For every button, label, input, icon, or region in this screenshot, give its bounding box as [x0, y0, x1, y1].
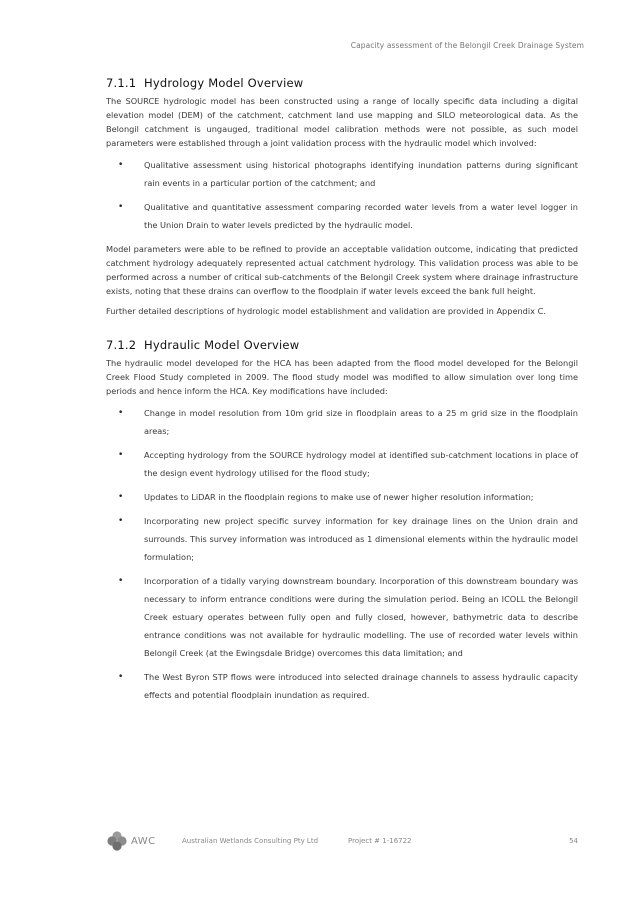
list-item: • Updates to LiDAR in the floodplain regions to make use of newer higher resolution information;: [106, 488, 578, 506]
project-number: Project # 1-16722: [348, 837, 412, 845]
paragraph: The hydraulic model developed for the HCA has been adapted from the flood model developed for the Belongil Creek Flood Study completed in 2009. The flood study model was modified to allow simulation over long time periods and hence inform the HCA. Key modifications have included:: [106, 358, 578, 396]
section-title: Hydrology Model Overview: [144, 76, 304, 90]
section-title: Hydraulic Model Overview: [144, 338, 300, 352]
paragraph: The SOURCE hydrologic model has been constructed using a range of locally specific data including a digital elevation model (DEM) of the catchment, catchment land use mapping and SILO meteorological data. As the Belongil catchment is ungauged, traditional model calibration methods were not possible, as such model parameters were established through a joint validation process with the hydraulic model which involved:: [106, 96, 578, 148]
section-heading-hydrology: [106, 76, 578, 90]
bullet-list: [106, 404, 578, 704]
bullet-icon: •: [118, 492, 124, 502]
logo-text: AWC: [131, 835, 156, 847]
bullet-icon: •: [118, 202, 124, 212]
section-number: 7.1.1: [106, 76, 137, 90]
list-item: • Change in model resolution from 10m grid size in floodplain areas to a 25 m grid size in the floodplain areas;: [106, 404, 578, 440]
bullet-icon: •: [118, 160, 124, 170]
list-item: • The West Byron STP flows were introduced into selected drainage channels to assess hydraulic capacity effects and potential floodplain inundation as required.: [106, 668, 578, 704]
bullet-icon: •: [118, 408, 124, 418]
list-item: • Qualitative and quantitative assessment comparing recorded water levels from a water level logger in the Union Drain to water levels predicted by the hydraulic model.: [106, 198, 578, 234]
document-body: [106, 76, 578, 712]
page-number: 54: [569, 837, 578, 845]
section-heading-hydraulic: [106, 338, 578, 352]
bullet-icon: •: [118, 576, 124, 586]
page-footer: [106, 834, 578, 850]
section-hydraulic: [106, 338, 578, 704]
bullet-icon: •: [118, 516, 124, 526]
list-item: • Qualitative assessment using historical photographs identifying inundation patterns during significant rain events in a particular portion of the catchment; and: [106, 156, 578, 192]
running-header: Capacity assessment of the Belongil Creek Drainage System: [350, 41, 584, 50]
bullet-list: [106, 156, 578, 234]
bullet-icon: •: [118, 450, 124, 460]
company-name: Australian Wetlands Consulting Pty Ltd: [182, 837, 319, 845]
list-item: • Incorporating new project specific survey information for key drainage lines on the Union drain and surrounds. This survey information was introduced as 1 dimensional elements within the hydraulic model formulation;: [106, 512, 578, 566]
bullet-icon: •: [118, 672, 124, 682]
section-number: 7.1.2: [106, 338, 137, 352]
paragraph: Further detailed descriptions of hydrologic model establishment and validation are provided in Appendix C.: [106, 306, 546, 316]
awc-logo-icon: [106, 830, 128, 852]
company-logo: [106, 830, 156, 852]
list-item: • Accepting hydrology from the SOURCE hydrology model at identified sub-catchment locations in place of the design event hydrology utilised for the flood study;: [106, 446, 578, 482]
paragraph: Model parameters were able to be refined to provide an acceptable validation outcome, indicating that predicted catchment hydrology adequately represented actual catchment hydrology. This validation process was able to be performed across a number of critical sub-catchments of the Belongil Creek system where drainage infrastructure exists, noting that these drains can overflow to the floodplain if water levels exceed the bank full height.: [106, 244, 578, 296]
list-item: • Incorporation of a tidally varying downstream boundary. Incorporation of this downstream boundary was necessary to inform entrance conditions were during the simulation period. Being an ICOLL the Belongil Creek estuary operates between fully open and fully closed, however, bathymetric data to describe entrance conditions was not available for hydraulic modelling. The use of recorded water levels within Belongil Creek (at the Ewingsdale Bridge) overcomes this data limitation; and: [106, 572, 578, 662]
